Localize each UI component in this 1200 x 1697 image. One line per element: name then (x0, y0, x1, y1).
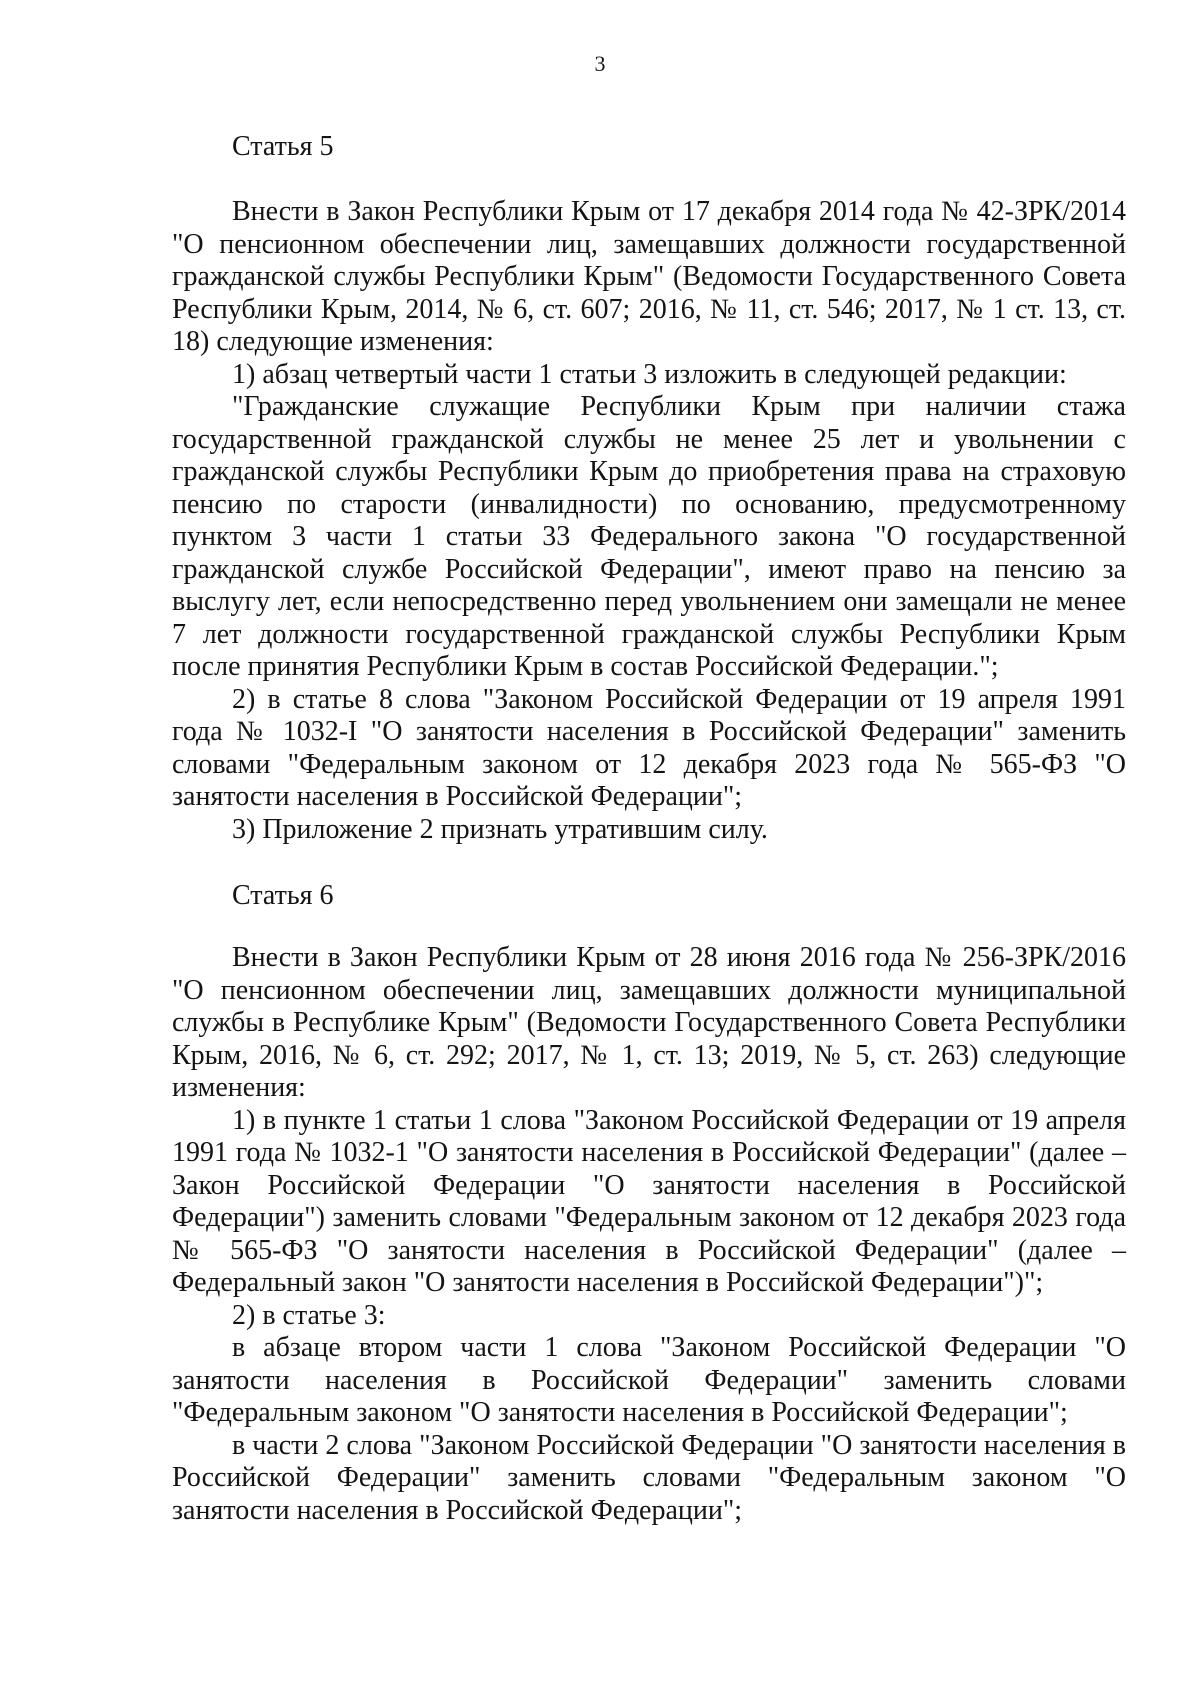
article-5-heading: Статья 5 (232, 131, 334, 162)
article-6-paragraph-item-2: 2) в статье 3: (232, 1299, 386, 1331)
article-6-body (172, 942, 1126, 1527)
article-6-paragraph-subitem-2: в части 2 слова "Законом Российской Федерации "О занятости населения в Российской Федерации" заменить словами "Федеральным законом "О занятости населения в Российской Федерации"; (172, 1429, 1126, 1526)
article-6-heading: Статья 6 (232, 880, 334, 911)
article-5-paragraph-item-1: 1) абзац четвертый части 1 статьи 3 изложить в следующей редакции: (232, 358, 1067, 390)
article-5-paragraph-intro: Внести в Закон Республики Крым от 17 декабря 2014 года № 42-ЗРК/2014 "О пенсионном обеспечении лиц, замещавших должности государственной гражданской службы Республики Крым" (Ведомости Государственного Совета Республики Крым, 2014, № 6, ст. 607; 2016, № 11, ст. 546; 2017, № 1 ст. 13, ст. 18) следующие изменения: (172, 196, 1126, 357)
article-6-paragraph-item-1: 1) в пункте 1 статьи 1 слова "Законом Российской Федерации от 19 апреля 1991 года № 1032-1 "О занятости населения в Российской Федерации" (далее – Закон Российской Федерации "О занятости населения в Российской Федерации") заменить словами "Федеральным законом от 12 декабря 2023 года № 565-ФЗ "О занятости населения в Российской Федерации" (далее – Федеральный закон "О занятости населения в Российской Федерации")"; (172, 1104, 1126, 1298)
page-number: 3 (594, 51, 606, 76)
article-6-paragraph-intro: Внести в Закон Республики Крым от 28 июня 2016 года № 256-ЗРК/2016 "О пенсионном обеспечении лиц, замещавших должности муниципальной службы в Республике Крым" (Ведомости Государственного Совета Республики Крым, 2016, № 6, ст. 292; 2017, № 1, ст. 13; 2019, № 5, ст. 263) следующие изменения: (172, 942, 1126, 1103)
article-5-body (172, 196, 1126, 846)
article-6-paragraph-subitem-1: в абзаце втором части 1 слова "Законом Российской Федерации "О занятости населения в Российской Федерации" заменить словами "Федеральным законом "О занятости населения в Российской Федерации"; (172, 1332, 1126, 1428)
article-5-paragraph-new-text: "Гражданские служащие Республики Крым при наличии стажа государственной гражданской службы не менее 25 лет и увольнении с гражданской службы Республики Крым до приобретения права на страховую пенсию по старости (инвалидности) по основанию, предусмотренному пунктом 3 части 1 статьи 33 Федерального закона "О государственной гражданской службе Российской Федерации", имеют право на пенсию за выслугу лет, если непосредственно перед увольнением они замещали не менее 7 лет должности государственной гражданской службы Республики Крым после принятия Республики Крым в состав Российской Федерации."; (172, 391, 1126, 682)
article-5-paragraph-item-3: 3) Приложение 2 признать утратившим силу. (232, 813, 768, 845)
article-5-paragraph-item-2: 2) в статье 8 слова "Законом Российской Федерации от 19 апреля 1991 года № 1032-I "О занятости населения в Российской Федерации" заменить словами "Федеральным законом от 12 декабря 2023 года № 565-ФЗ "О занятости населения в Российской Федерации"; (172, 683, 1126, 812)
